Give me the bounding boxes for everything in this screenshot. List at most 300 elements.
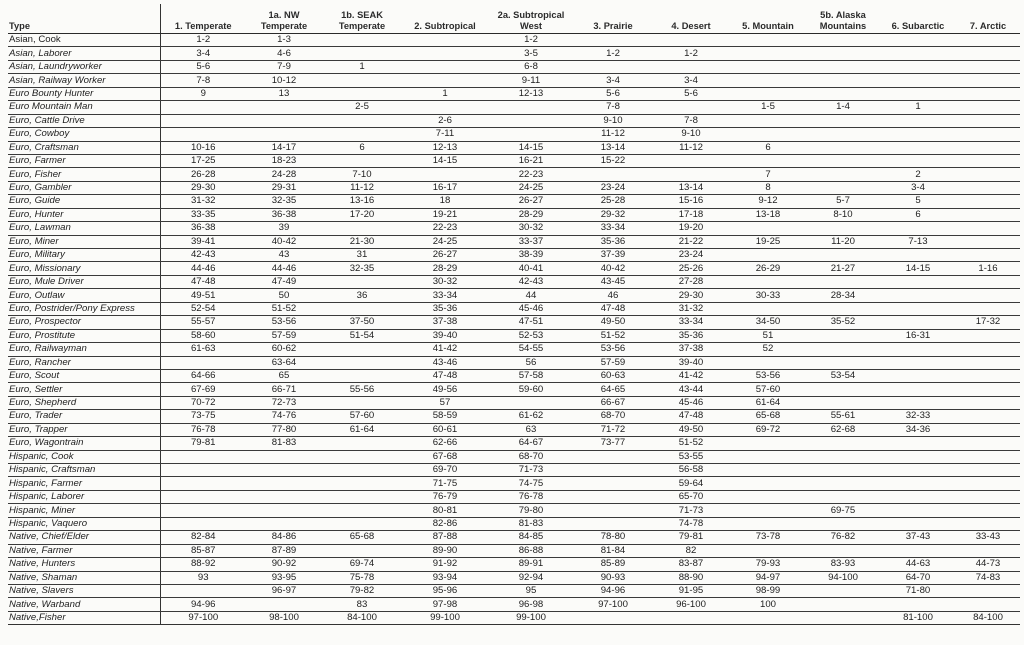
table-row <box>8 477 1020 490</box>
range-cell-nw-temperate: 4-6 <box>246 47 322 60</box>
range-cell-nw-temperate: 1-3 <box>246 34 322 47</box>
range-cell-subtropical: 43-46 <box>402 356 488 369</box>
table-row <box>8 410 1020 423</box>
range-cell-seak-temperate: 7-10 <box>322 168 402 181</box>
range-cell-subtropical: 76-79 <box>402 490 488 503</box>
range-cell-subarctic <box>880 517 956 530</box>
row-type-label: Euro, Outlaw <box>8 289 160 302</box>
row-type-label: Euro, Settler <box>8 383 160 396</box>
range-cell-arctic <box>956 208 1020 221</box>
range-cell-desert: 71-73 <box>652 504 730 517</box>
range-cell-alaska-mountains: 8-10 <box>806 208 880 221</box>
range-cell-alaska-mountains: 55-61 <box>806 410 880 423</box>
range-cell-desert: 37-38 <box>652 343 730 356</box>
range-cell-prairie: 66-67 <box>574 396 652 409</box>
range-cell-subtropical-west: 59-60 <box>488 383 574 396</box>
range-cell-temperate: 88-92 <box>160 558 246 571</box>
range-cell-seak-temperate: 1 <box>322 60 402 73</box>
column-header-desert: 4. Desert <box>652 4 730 34</box>
range-cell-mountain: 9-12 <box>730 195 806 208</box>
row-type-label: Euro, Farmer <box>8 154 160 167</box>
range-cell-temperate: 42-43 <box>160 249 246 262</box>
range-cell-temperate: 7-8 <box>160 74 246 87</box>
row-type-label: Asian, Laundryworker <box>8 60 160 73</box>
range-cell-arctic <box>956 343 1020 356</box>
range-cell-temperate: 31-32 <box>160 195 246 208</box>
table-row <box>8 558 1020 571</box>
range-cell-nw-temperate: 7-9 <box>246 60 322 73</box>
range-cell-arctic <box>956 195 1020 208</box>
range-cell-subtropical: 87-88 <box>402 531 488 544</box>
range-cell-desert: 27-28 <box>652 275 730 288</box>
range-cell-mountain: 61-64 <box>730 396 806 409</box>
column-header-nw-temperate: 1a. NW Temperate <box>246 4 322 34</box>
range-cell-seak-temperate <box>322 343 402 356</box>
range-cell-prairie <box>574 464 652 477</box>
range-cell-temperate <box>160 517 246 530</box>
range-cell-alaska-mountains: 28-34 <box>806 289 880 302</box>
range-cell-desert: 82 <box>652 544 730 557</box>
range-cell-mountain: 57-60 <box>730 383 806 396</box>
encounter-table-sheet <box>8 4 1020 625</box>
range-cell-alaska-mountains: 11-20 <box>806 235 880 248</box>
range-cell-temperate <box>160 584 246 597</box>
range-cell-subtropical-west: 74-75 <box>488 477 574 490</box>
range-cell-alaska-mountains <box>806 141 880 154</box>
range-cell-arctic <box>956 517 1020 530</box>
range-cell-subarctic <box>880 437 956 450</box>
table-row <box>8 396 1020 409</box>
range-cell-mountain: 73-78 <box>730 531 806 544</box>
table-row <box>8 437 1020 450</box>
range-cell-alaska-mountains: 76-82 <box>806 531 880 544</box>
range-cell-nw-temperate <box>246 504 322 517</box>
range-cell-nw-temperate: 65 <box>246 369 322 382</box>
range-cell-subarctic <box>880 383 956 396</box>
range-cell-nw-temperate: 32-35 <box>246 195 322 208</box>
table-row <box>8 87 1020 100</box>
range-cell-subtropical: 24-25 <box>402 235 488 248</box>
column-header-alaska-mountains: 5b. Alaska Mountains <box>806 4 880 34</box>
range-cell-prairie: 25-28 <box>574 195 652 208</box>
range-cell-seak-temperate <box>322 437 402 450</box>
range-cell-prairie: 33-34 <box>574 222 652 235</box>
column-header-subtropical: 2. Subtropical <box>402 4 488 34</box>
range-cell-nw-temperate: 14-17 <box>246 141 322 154</box>
table-row <box>8 316 1020 329</box>
range-cell-subtropical-west: 3-5 <box>488 47 574 60</box>
range-cell-subtropical-west: 33-37 <box>488 235 574 248</box>
range-cell-nw-temperate: 98-100 <box>246 611 322 624</box>
range-cell-prairie <box>574 168 652 181</box>
range-cell-seak-temperate: 57-60 <box>322 410 402 423</box>
range-cell-temperate: 39-41 <box>160 235 246 248</box>
range-cell-temperate: 61-63 <box>160 343 246 356</box>
range-cell-arctic <box>956 504 1020 517</box>
row-type-label: Native, Chief/Elder <box>8 531 160 544</box>
range-cell-mountain: 65-68 <box>730 410 806 423</box>
range-cell-prairie: 57-59 <box>574 356 652 369</box>
range-cell-desert <box>652 34 730 47</box>
range-cell-subtropical: 67-68 <box>402 450 488 463</box>
range-cell-nw-temperate: 13 <box>246 87 322 100</box>
range-cell-alaska-mountains: 83-93 <box>806 558 880 571</box>
range-cell-temperate: 36-38 <box>160 222 246 235</box>
range-cell-mountain <box>730 87 806 100</box>
range-cell-subtropical-west: 38-39 <box>488 249 574 262</box>
range-cell-alaska-mountains: 35-52 <box>806 316 880 329</box>
range-cell-arctic <box>956 396 1020 409</box>
range-cell-mountain <box>730 34 806 47</box>
range-cell-temperate: 29-30 <box>160 181 246 194</box>
range-cell-temperate: 5-6 <box>160 60 246 73</box>
row-type-label: Euro, Cowboy <box>8 128 160 141</box>
range-cell-arctic <box>956 87 1020 100</box>
range-cell-temperate: 93 <box>160 571 246 584</box>
range-cell-arctic <box>956 356 1020 369</box>
range-cell-arctic <box>956 544 1020 557</box>
table-row <box>8 235 1020 248</box>
range-cell-desert: 3-4 <box>652 74 730 87</box>
range-cell-mountain <box>730 464 806 477</box>
table-row <box>8 356 1020 369</box>
range-cell-subtropical <box>402 34 488 47</box>
range-cell-mountain: 6 <box>730 141 806 154</box>
range-cell-arctic <box>956 437 1020 450</box>
range-cell-subtropical: 62-66 <box>402 437 488 450</box>
range-cell-mountain <box>730 517 806 530</box>
range-cell-subtropical: 82-86 <box>402 517 488 530</box>
row-type-label: Native,Fisher <box>8 611 160 624</box>
range-cell-mountain <box>730 47 806 60</box>
range-cell-subarctic: 37-43 <box>880 531 956 544</box>
range-cell-desert: 56-58 <box>652 464 730 477</box>
range-cell-alaska-mountains <box>806 450 880 463</box>
range-cell-subarctic <box>880 464 956 477</box>
table-row <box>8 584 1020 597</box>
range-cell-alaska-mountains: 53-54 <box>806 369 880 382</box>
range-cell-alaska-mountains <box>806 329 880 342</box>
range-cell-seak-temperate: 32-35 <box>322 262 402 275</box>
range-cell-nw-temperate: 36-38 <box>246 208 322 221</box>
range-cell-alaska-mountains: 62-68 <box>806 423 880 436</box>
row-type-label: Asian, Cook <box>8 34 160 47</box>
range-cell-desert: 45-46 <box>652 396 730 409</box>
row-type-label: Hispanic, Laborer <box>8 490 160 503</box>
row-type-label: Euro, Railwayman <box>8 343 160 356</box>
range-cell-subarctic <box>880 490 956 503</box>
range-cell-prairie: 94-96 <box>574 584 652 597</box>
table-row <box>8 611 1020 624</box>
table-row <box>8 598 1020 611</box>
range-cell-subtropical-west: 22-23 <box>488 168 574 181</box>
range-cell-alaska-mountains <box>806 464 880 477</box>
range-cell-desert <box>652 60 730 73</box>
range-cell-seak-temperate <box>322 275 402 288</box>
range-cell-arctic <box>956 168 1020 181</box>
range-cell-seak-temperate <box>322 34 402 47</box>
table-row <box>8 544 1020 557</box>
range-cell-desert: 43-44 <box>652 383 730 396</box>
range-cell-prairie: 85-89 <box>574 558 652 571</box>
range-cell-seak-temperate: 6 <box>322 141 402 154</box>
range-cell-nw-temperate <box>246 490 322 503</box>
range-cell-temperate <box>160 490 246 503</box>
range-cell-seak-temperate: 37-50 <box>322 316 402 329</box>
column-header-prairie: 3. Prairie <box>574 4 652 34</box>
range-cell-desert: 11-12 <box>652 141 730 154</box>
range-cell-subtropical: 22-23 <box>402 222 488 235</box>
range-cell-mountain: 1-5 <box>730 101 806 114</box>
range-cell-arctic <box>956 584 1020 597</box>
range-cell-mountain <box>730 611 806 624</box>
range-cell-nw-temperate: 63-64 <box>246 356 322 369</box>
range-cell-desert: 25-26 <box>652 262 730 275</box>
range-cell-subarctic <box>880 356 956 369</box>
range-cell-subtropical: 19-21 <box>402 208 488 221</box>
range-cell-nw-temperate: 18-23 <box>246 154 322 167</box>
range-cell-subarctic: 44-63 <box>880 558 956 571</box>
range-cell-alaska-mountains <box>806 249 880 262</box>
range-cell-subtropical: 26-27 <box>402 249 488 262</box>
column-header-subarctic: 6. Subarctic <box>880 4 956 34</box>
range-cell-arctic <box>956 128 1020 141</box>
range-cell-mountain <box>730 437 806 450</box>
range-cell-prairie <box>574 611 652 624</box>
range-cell-mountain <box>730 504 806 517</box>
range-cell-temperate: 76-78 <box>160 423 246 436</box>
range-cell-temperate: 94-96 <box>160 598 246 611</box>
range-cell-arctic <box>956 289 1020 302</box>
range-cell-temperate <box>160 128 246 141</box>
row-type-label: Euro, Military <box>8 249 160 262</box>
range-cell-desert: 49-50 <box>652 423 730 436</box>
range-cell-subarctic: 6 <box>880 208 956 221</box>
range-cell-subtropical-west: 86-88 <box>488 544 574 557</box>
row-type-label: Hispanic, Craftsman <box>8 464 160 477</box>
table-row <box>8 275 1020 288</box>
row-type-label: Euro Bounty Hunter <box>8 87 160 100</box>
range-cell-alaska-mountains <box>806 437 880 450</box>
range-cell-subtropical-west: 99-100 <box>488 611 574 624</box>
range-cell-mountain: 13-18 <box>730 208 806 221</box>
range-cell-alaska-mountains <box>806 544 880 557</box>
range-cell-prairie: 40-42 <box>574 262 652 275</box>
range-cell-subtropical-west <box>488 396 574 409</box>
range-cell-mountain: 7 <box>730 168 806 181</box>
range-cell-subtropical-west <box>488 101 574 114</box>
range-cell-nw-temperate: 90-92 <box>246 558 322 571</box>
row-type-label: Euro, Lawman <box>8 222 160 235</box>
range-cell-prairie: 71-72 <box>574 423 652 436</box>
range-cell-seak-temperate <box>322 356 402 369</box>
range-cell-seak-temperate <box>322 490 402 503</box>
range-cell-subtropical: 97-98 <box>402 598 488 611</box>
range-cell-subarctic <box>880 74 956 87</box>
range-cell-prairie: 81-84 <box>574 544 652 557</box>
range-cell-seak-temperate <box>322 450 402 463</box>
range-cell-subarctic <box>880 450 956 463</box>
range-cell-alaska-mountains <box>806 584 880 597</box>
range-cell-subtropical-west: 14-15 <box>488 141 574 154</box>
range-cell-nw-temperate: 29-31 <box>246 181 322 194</box>
range-cell-subtropical: 39-40 <box>402 329 488 342</box>
range-cell-arctic <box>956 141 1020 154</box>
range-cell-alaska-mountains <box>806 47 880 60</box>
column-header-subtropical-west: 2a. Subtropical West <box>488 4 574 34</box>
range-cell-subarctic <box>880 598 956 611</box>
range-cell-nw-temperate <box>246 128 322 141</box>
range-cell-arctic: 17-32 <box>956 316 1020 329</box>
range-cell-subarctic <box>880 396 956 409</box>
table-row <box>8 141 1020 154</box>
range-cell-alaska-mountains <box>806 611 880 624</box>
range-cell-subtropical: 80-81 <box>402 504 488 517</box>
range-cell-arctic: 74-83 <box>956 571 1020 584</box>
range-cell-prairie: 7-8 <box>574 101 652 114</box>
range-cell-seak-temperate: 11-12 <box>322 181 402 194</box>
range-cell-desert <box>652 154 730 167</box>
range-cell-temperate <box>160 114 246 127</box>
range-cell-subtropical-west <box>488 128 574 141</box>
range-cell-mountain <box>730 74 806 87</box>
range-cell-subtropical: 33-34 <box>402 289 488 302</box>
range-cell-subarctic <box>880 128 956 141</box>
range-cell-subtropical: 89-90 <box>402 544 488 557</box>
range-cell-mountain: 19-25 <box>730 235 806 248</box>
row-type-label: Euro, Scout <box>8 369 160 382</box>
range-cell-subarctic <box>880 477 956 490</box>
range-cell-prairie <box>574 60 652 73</box>
range-cell-desert: 79-81 <box>652 531 730 544</box>
range-cell-subtropical: 71-75 <box>402 477 488 490</box>
range-cell-subtropical-west: 26-27 <box>488 195 574 208</box>
range-cell-arctic <box>956 60 1020 73</box>
range-cell-nw-temperate: 84-86 <box>246 531 322 544</box>
range-cell-subtropical: 99-100 <box>402 611 488 624</box>
range-cell-desert: 31-32 <box>652 302 730 315</box>
range-cell-subarctic <box>880 47 956 60</box>
range-cell-alaska-mountains <box>806 517 880 530</box>
range-cell-subtropical-west: 1-2 <box>488 34 574 47</box>
table-row <box>8 101 1020 114</box>
row-type-label: Euro, Guide <box>8 195 160 208</box>
range-cell-alaska-mountains <box>806 356 880 369</box>
row-type-label: Euro, Postrider/Pony Express <box>8 302 160 315</box>
range-cell-prairie: 90-93 <box>574 571 652 584</box>
range-cell-subtropical: 12-13 <box>402 141 488 154</box>
range-cell-subtropical: 18 <box>402 195 488 208</box>
table-row <box>8 302 1020 315</box>
range-cell-mountain: 69-72 <box>730 423 806 436</box>
range-cell-subtropical: 37-38 <box>402 316 488 329</box>
range-cell-subtropical: 49-56 <box>402 383 488 396</box>
row-type-label: Native, Warband <box>8 598 160 611</box>
range-cell-temperate: 85-87 <box>160 544 246 557</box>
range-cell-prairie <box>574 34 652 47</box>
range-cell-subarctic <box>880 369 956 382</box>
range-cell-prairie: 13-14 <box>574 141 652 154</box>
range-cell-desert: 91-95 <box>652 584 730 597</box>
range-cell-mountain: 34-50 <box>730 316 806 329</box>
table-row <box>8 262 1020 275</box>
range-cell-subarctic <box>880 87 956 100</box>
row-type-label: Native, Farmer <box>8 544 160 557</box>
range-cell-desert: 65-70 <box>652 490 730 503</box>
range-cell-subtropical <box>402 101 488 114</box>
range-cell-nw-temperate: 10-12 <box>246 74 322 87</box>
row-type-label: Asian, Laborer <box>8 47 160 60</box>
table-row <box>8 47 1020 60</box>
range-cell-seak-temperate <box>322 74 402 87</box>
range-cell-subtropical-west: 79-80 <box>488 504 574 517</box>
range-cell-subtropical-west: 28-29 <box>488 208 574 221</box>
table-row <box>8 74 1020 87</box>
range-cell-arctic <box>956 101 1020 114</box>
row-type-label: Euro, Trapper <box>8 423 160 436</box>
range-cell-subtropical-west: 68-70 <box>488 450 574 463</box>
range-cell-subtropical-west: 52-53 <box>488 329 574 342</box>
range-cell-subarctic <box>880 34 956 47</box>
range-cell-arctic <box>956 275 1020 288</box>
row-type-label: Euro, Cattle Drive <box>8 114 160 127</box>
range-cell-desert <box>652 101 730 114</box>
range-cell-seak-temperate <box>322 477 402 490</box>
range-cell-prairie: 37-39 <box>574 249 652 262</box>
range-cell-arctic <box>956 490 1020 503</box>
range-cell-alaska-mountains <box>806 168 880 181</box>
range-cell-prairie: 51-52 <box>574 329 652 342</box>
range-cell-temperate: 82-84 <box>160 531 246 544</box>
range-cell-subtropical-west: 76-78 <box>488 490 574 503</box>
range-cell-subarctic <box>880 154 956 167</box>
table-row <box>8 195 1020 208</box>
table-header <box>8 4 1020 34</box>
range-cell-alaska-mountains <box>806 343 880 356</box>
range-cell-temperate <box>160 101 246 114</box>
range-cell-seak-temperate: 61-64 <box>322 423 402 436</box>
range-cell-temperate <box>160 477 246 490</box>
range-cell-subtropical-west: 42-43 <box>488 275 574 288</box>
range-cell-desert: 13-14 <box>652 181 730 194</box>
row-type-label: Euro, Hunter <box>8 208 160 221</box>
range-cell-nw-temperate <box>246 101 322 114</box>
range-cell-subarctic <box>880 141 956 154</box>
range-cell-subtropical-west: 54-55 <box>488 343 574 356</box>
range-cell-subtropical-west: 71-73 <box>488 464 574 477</box>
range-cell-nw-temperate <box>246 517 322 530</box>
range-cell-mountain: 51 <box>730 329 806 342</box>
range-cell-seak-temperate: 13-16 <box>322 195 402 208</box>
range-cell-subtropical: 14-15 <box>402 154 488 167</box>
range-cell-nw-temperate: 39 <box>246 222 322 235</box>
range-cell-prairie: 46 <box>574 289 652 302</box>
range-cell-subarctic <box>880 249 956 262</box>
table-row <box>8 490 1020 503</box>
range-cell-subtropical <box>402 74 488 87</box>
range-cell-desert: 51-52 <box>652 437 730 450</box>
range-cell-prairie <box>574 490 652 503</box>
range-cell-arctic <box>956 410 1020 423</box>
range-cell-mountain <box>730 490 806 503</box>
range-cell-seak-temperate: 21-30 <box>322 235 402 248</box>
range-cell-prairie: 3-4 <box>574 74 652 87</box>
range-cell-desert: 21-22 <box>652 235 730 248</box>
range-cell-arctic: 33-43 <box>956 531 1020 544</box>
range-cell-subtropical-west: 84-85 <box>488 531 574 544</box>
range-cell-arctic <box>956 235 1020 248</box>
range-cell-subtropical: 57 <box>402 396 488 409</box>
